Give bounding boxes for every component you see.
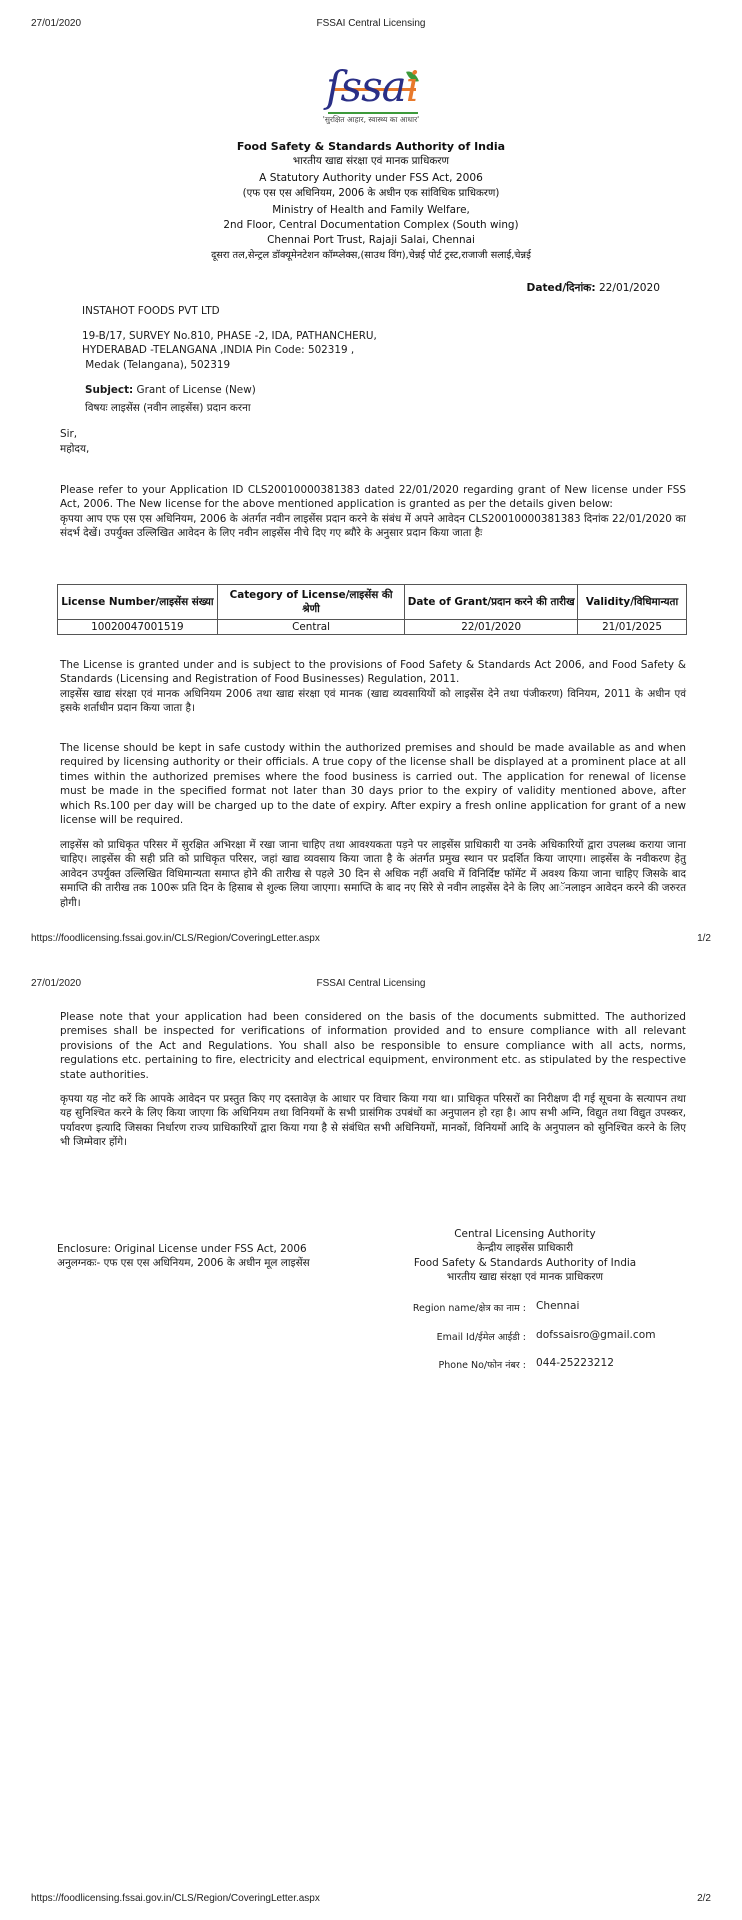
subject-value: Grant of License (New) (136, 384, 256, 396)
logo-green-stripe (328, 112, 418, 114)
license-category-cell: Central (217, 620, 405, 635)
email-value[interactable]: dofssaisro@gmail.com (536, 1329, 656, 1341)
letterhead-org-hi: भारतीय खाद्य संरक्षा एवं मानक प्राधिकरण (292, 155, 450, 167)
letterhead-statutory-hi: (एफ एस एस अधिनियम, 2006 के अधीन एक सांविधिक प्राधिकरण) (242, 188, 500, 199)
subject-label: Subject: (85, 384, 134, 396)
intro-paragraph-hi: कृपया आप एफ एस एस अधिनियम, 2006 के अंतर्गत नवीन लाइसेंस प्रदान करने के संबंध में अपने आवेदन CLS20010000381383 दिनांक 22/01/2020 का संदर्भ देखें। उपर्युक्त उल्लिखित आवेदन के लिए नवीन लाइसेंस नीचे दिए गए ब्यौरे के अनुसार प्रदान किया जाता हैः (60, 513, 686, 540)
provisions-paragraph-hi: लाइसेंस खाद्य संरक्षा एवं मानक अधिनियम 2006 तथा खाद्य संरक्षा एवं मानक (खाद्य व्यवसायियों को लाइसेंस देने तथा पंजीकरण) विनियम, 2011 के अधीन एवं इसके शर्ताधीन प्रदान किया जाता है। (60, 688, 686, 715)
letterhead-statutory-en: A Statutory Authority under FSS Act, 2006 (259, 172, 483, 184)
letterhead-address-line: दूसरा तल,सेन्ट्रल डॉक्यूमेनटेशन कॉम्प्लेक्स,(साउथ विंग),चेन्नई पोर्ट ट्रस्ट,राजाजी सलाई,चेन्नई (211, 250, 531, 261)
subject-line (85, 383, 256, 397)
letterhead-address-line: Ministry of Health and Family Welfare, (272, 204, 470, 216)
dated-block (527, 281, 660, 295)
recipient-address-line: HYDERABAD -TELANGANA ,INDIA Pin Code: 502319 , (82, 344, 355, 357)
page-1-header-title: FSSAI Central Licensing (316, 18, 426, 29)
page-1-footer-page-number: 1/2 (697, 933, 711, 944)
fssai-logo (312, 64, 430, 134)
license-table (57, 584, 687, 635)
custody-paragraph-hi: लाइसेंस को प्राधिकृत परिसर में सुरक्षित अभिरक्षा में रखा जाना चाहिए तथा आवश्यकता पड़ने पर लाइसेंस प्राधिकारी या उनके अधिकारियों द्वारा उपलब्ध कराया जाना चाहिए। लाइसेंस की सही प्रति को प्राधिकृत परिसर, जहां खाद्य व्यवसाय किया जाता है के अंतर्गत प्रमुख स्थान पर प्रदर्शित किया जाएगा। लाइसेंस के नवीकरण हेतु आवेदन उपर्युक्त उल्लिखित विधिमान्यता समाप्त होने की तारीख से पहले 30 दिन से अधिक नहीं अवधि में विनिर्दिष्ट फॉमेंट में अवश्य किया जाना चाहिए जिसके बाद समाप्ति की तारीख तक 100रू प्रति दिन के हिसाब से शुल्क लिया जाएगा। समाप्ति के बाद नए सिरे से नवीन लाइसेंस देने के लिए आॅनलाइन आवेदन करने की जरुरत होगी। (60, 839, 686, 909)
email-label: Email Id/ईमेल आईडी : (436, 1332, 526, 1343)
page-1-header-date: 27/01/2020 (31, 18, 82, 29)
license-table-header-row (58, 585, 687, 620)
page-1-footer-url[interactable]: https://foodlicensing.fssai.gov.in/CLS/Region/CoveringLetter.aspx (31, 933, 320, 944)
grant-date-cell: 22/01/2020 (405, 620, 578, 635)
phone-label: Phone No/फोन नंबर : (438, 1360, 526, 1371)
region-value: Chennai (536, 1300, 580, 1312)
page-2-footer-url[interactable]: https://foodlicensing.fssai.gov.in/CLS/Region/CoveringLetter.aspx (31, 1893, 320, 1904)
provisions-paragraph-en: The License is granted under and is subject to the provisions of Food Safety & Standards Act 2006, and Food Safety & Standards (Licensing and Registration of Food Businesses) Regulation, 2011. (60, 659, 686, 686)
license-number-cell: 10020047001519 (58, 620, 218, 635)
subject-hindi: विषयः लाइसेंस (नवीन लाइसेंस) प्रदान करना (85, 402, 251, 414)
signatory-title-en: Central Licensing Authority (454, 1228, 596, 1240)
letterhead-org-en: Food Safety & Standards Authority of India (236, 140, 506, 153)
logo-wordmark: ſssai (326, 62, 419, 111)
enclosure-en: Enclosure: Original License under FSS Act, 2006 (57, 1243, 307, 1255)
recipient-address-line: Medak (Telangana), 502319 (82, 358, 231, 371)
dated-value: 22/01/2020 (598, 282, 660, 294)
license-category-header: Category of License/लाइसेंस की श्रेणी (217, 585, 405, 620)
salutation-en: Sir, (60, 428, 78, 440)
grant-date-header: Date of Grant/प्रदान करने की तारीख (405, 585, 578, 620)
page-2-header-date: 27/01/2020 (31, 978, 82, 989)
recipient-name: INSTAHOT FOODS PVT LTD (82, 305, 220, 317)
letterhead-address-line: Chennai Port Trust, Rajaji Salai, Chennai (267, 234, 475, 246)
enclosure-hi: अनुलग्नकः- एफ एस एस अधिनियम, 2006 के अधीन मूल लाइसेंस (57, 1257, 310, 1269)
signatory-org-en: Food Safety & Standards Authority of India (413, 1256, 637, 1269)
note-paragraph-en: Please note that your application had been considered on the basis of the documents submitted. The authorized premises shall be inspected for verifications of information provided and to ensure compliance with all relevant provisions of the Act and Regulations. You shall also be responsible to ensure compliance with all acts, norms, regulations etc. pertaining to fire, electricity and electrical equipment, environment etc. as stipulated by the respective state authorities. (60, 1011, 686, 1081)
region-label: Region name/क्षेत्र का नाम : (412, 1303, 526, 1314)
validity-cell: 21/01/2025 (578, 620, 687, 635)
validity-header: Validity/विधिमान्यता (578, 585, 687, 620)
custody-paragraph-en: The license should be kept in safe custody within the authorized premises and should be made available as and when required by licensing authority or their officials. A true copy of the license shall be displayed at a prominent place at all times within the authorized premises where the food business is carried out. The application for renewal of license must be made in the specified format not later than 30 days prior to the expiry of validity mentioned above, after which Rs.100 per day will be charged up to the date of expiry. After expiry a fresh online application for grant of a new license will be required. (60, 742, 686, 827)
dated-label: Dated/दिनांक: (526, 282, 596, 294)
salutation-hi: महोदय, (60, 443, 90, 455)
signatory-title-hi: केन्द्रीय लाइसेंस प्राधिकारी (476, 1242, 574, 1255)
page-2-header-title: FSSAI Central Licensing (316, 978, 426, 989)
intro-paragraph-en: Please refer to your Application ID CLS20010000381383 dated 22/01/2020 regarding grant of New license under FSS Act, 2006. The New license for the above mentioned application is granted as per the details given below: (60, 484, 686, 511)
table-row (58, 620, 687, 635)
license-number-header: License Number/लाइसेंस संख्या (58, 585, 218, 620)
logo-tagline: 'सुरक्षित आहार, स्वास्थ्य का आधार' (322, 115, 420, 124)
note-paragraph-hi: कृपया यह नोट करें कि आपके आवेदन पर प्रस्तुत किए गए दस्तावेज़ के आधार पर विचार किया गया था। प्राधिकृत परिसरों का निरीक्षण दी गई सूचना के सत्यापन तथा यह सुनिश्चित करने के लिए किया जाएगा कि अधिनियम तथा विनियमों के सभी प्रासंगिक उपबंधों का अनुपालन हो रहा है। आप सभी अग्नि, विद्युत तथा विद्युत उपस्कर, पर्यावरण इत्यादि जिसका निर्धारण राज्य प्राधिकारियों द्वारा किया गया है से संबंधित सभी अधिनियमों, मानकों, विनियमों आदि के अनुपालन को सुनिश्चित करने के लिए भी जिम्मेवार होंगे। (60, 1093, 686, 1149)
letterhead-address-line: 2nd Floor, Central Documentation Complex (South wing) (223, 219, 519, 231)
signatory-org-hi: भारतीय खाद्य संरक्षा एवं मानक प्राधिकरण (446, 1271, 604, 1284)
phone-value: 044-25223212 (536, 1357, 614, 1369)
recipient-address-line: 19-B/17, SURVEY No.810, PHASE -2, IDA, PATHANCHERU, (82, 330, 377, 342)
page-2-footer-page-number: 2/2 (697, 1893, 711, 1904)
